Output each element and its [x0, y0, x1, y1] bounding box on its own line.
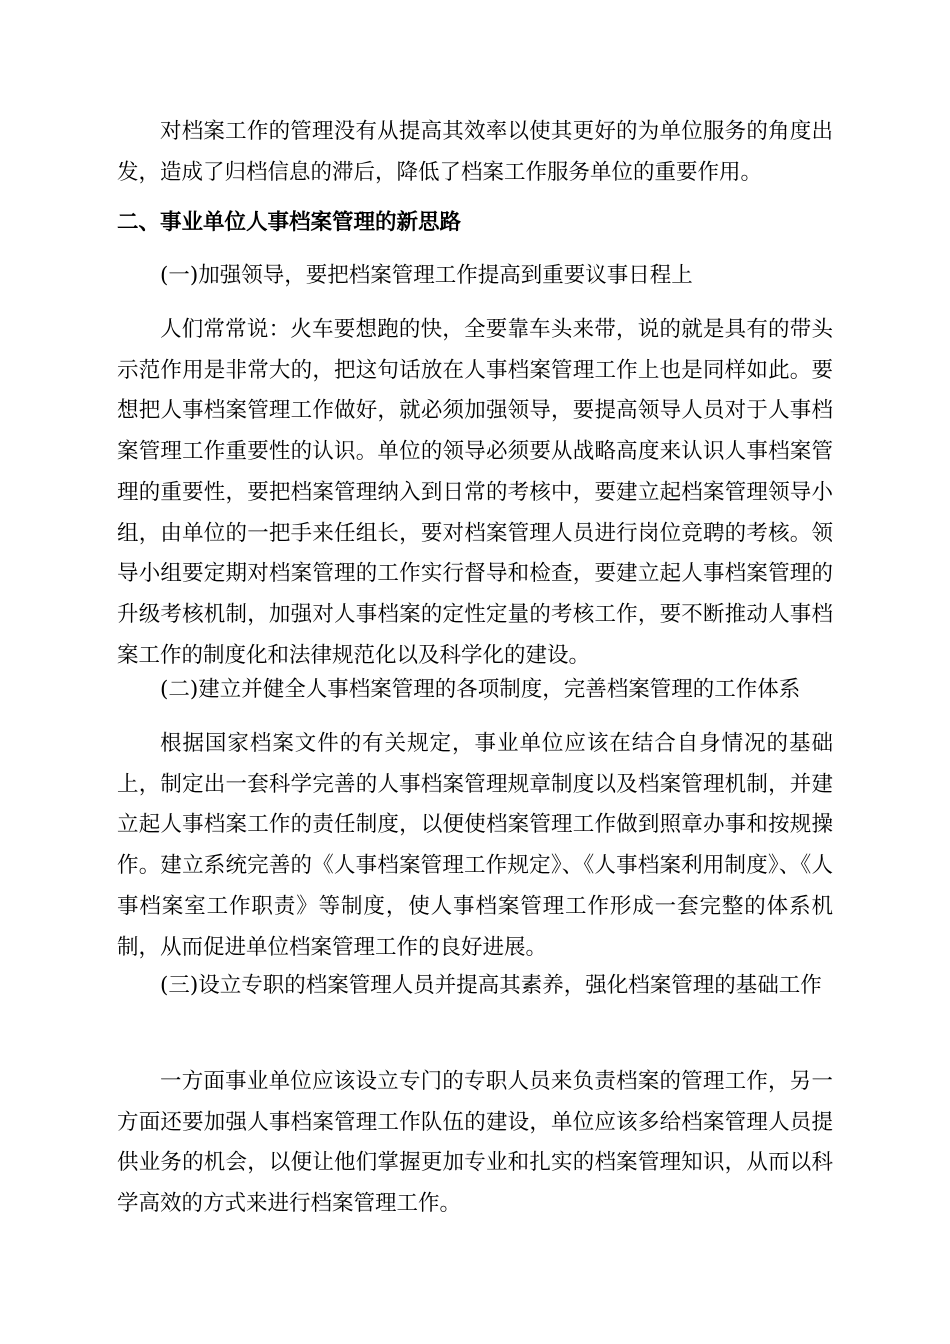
subsection-3-title: (三)设立专职的档案管理人员并提高其素养，强化档案管理的基础工作: [160, 973, 822, 998]
subsection-2-title: (二)建立并健全人事档案管理的各项制度，完善档案管理的工作体系: [160, 677, 801, 702]
subsection-3-body: 一方面事业单位应该设立专门的专职人员来负责档案的管理工作，另一方面还要加强人事档案管理工作队伍的建设，单位应该多给档案管理人员提供业务的机会，以便让他们掌握更加专业和扎实的档案管理知识，从而以科学高效的方式来进行档案管理工作。: [117, 1069, 833, 1217]
paragraph-continuation: 对档案工作的管理没有从提高其效率以使其更好的为单位服务的角度出发，造成了归档信息的滞后，降低了档案工作服务单位的重要作用。: [117, 119, 833, 185]
subsection-1-body: 人们常常说：火车要想跑的快，全要靠车头来带，说的就是具有的带头示范作用是非常大的，把这句话放在人事档案管理工作上也是同样如此。要想把人事档案管理工作做好，就必须加强领导，要提高领导人员对于人事档案管理工作重要性的认识。单位的领导必须要从战略高度来认识人事档案管理的重要性，要把档案管理纳入到日常的考核中，要建立起档案管理领导小组，由单位的一把手来任组长，要对档案管理人员进行岗位竞聘的考核。领导小组要定期对档案管理的工作实行督导和检查，要建立起人事档案管理的升级考核机制，加强对人事档案的定性定量的考核工作，要不断推动人事档案工作的制度化和法律规范化以及科学化的建设。: [117, 317, 833, 668]
subsection-2-body: 根据国家档案文件的有关规定，事业单位应该在结合自身情况的基础上，制定出一套科学完善的人事档案管理规章制度以及档案管理机制，并建立起人事档案工作的责任制度，以便使档案管理工作做到照章办事和按规操作。建立系统完善的《人事档案管理工作规定》、《人事档案利用制度》、《人事档案室工作职责》等制度，使人事档案管理工作形成一套完整的体系机制，从而促进单位档案管理工作的良好进展。: [117, 731, 833, 960]
subsection-1-title: (一)加强领导，要把档案管理工作提高到重要议事日程上: [160, 263, 693, 288]
section-heading: 二、事业单位人事档案管理的新思路: [117, 210, 462, 235]
